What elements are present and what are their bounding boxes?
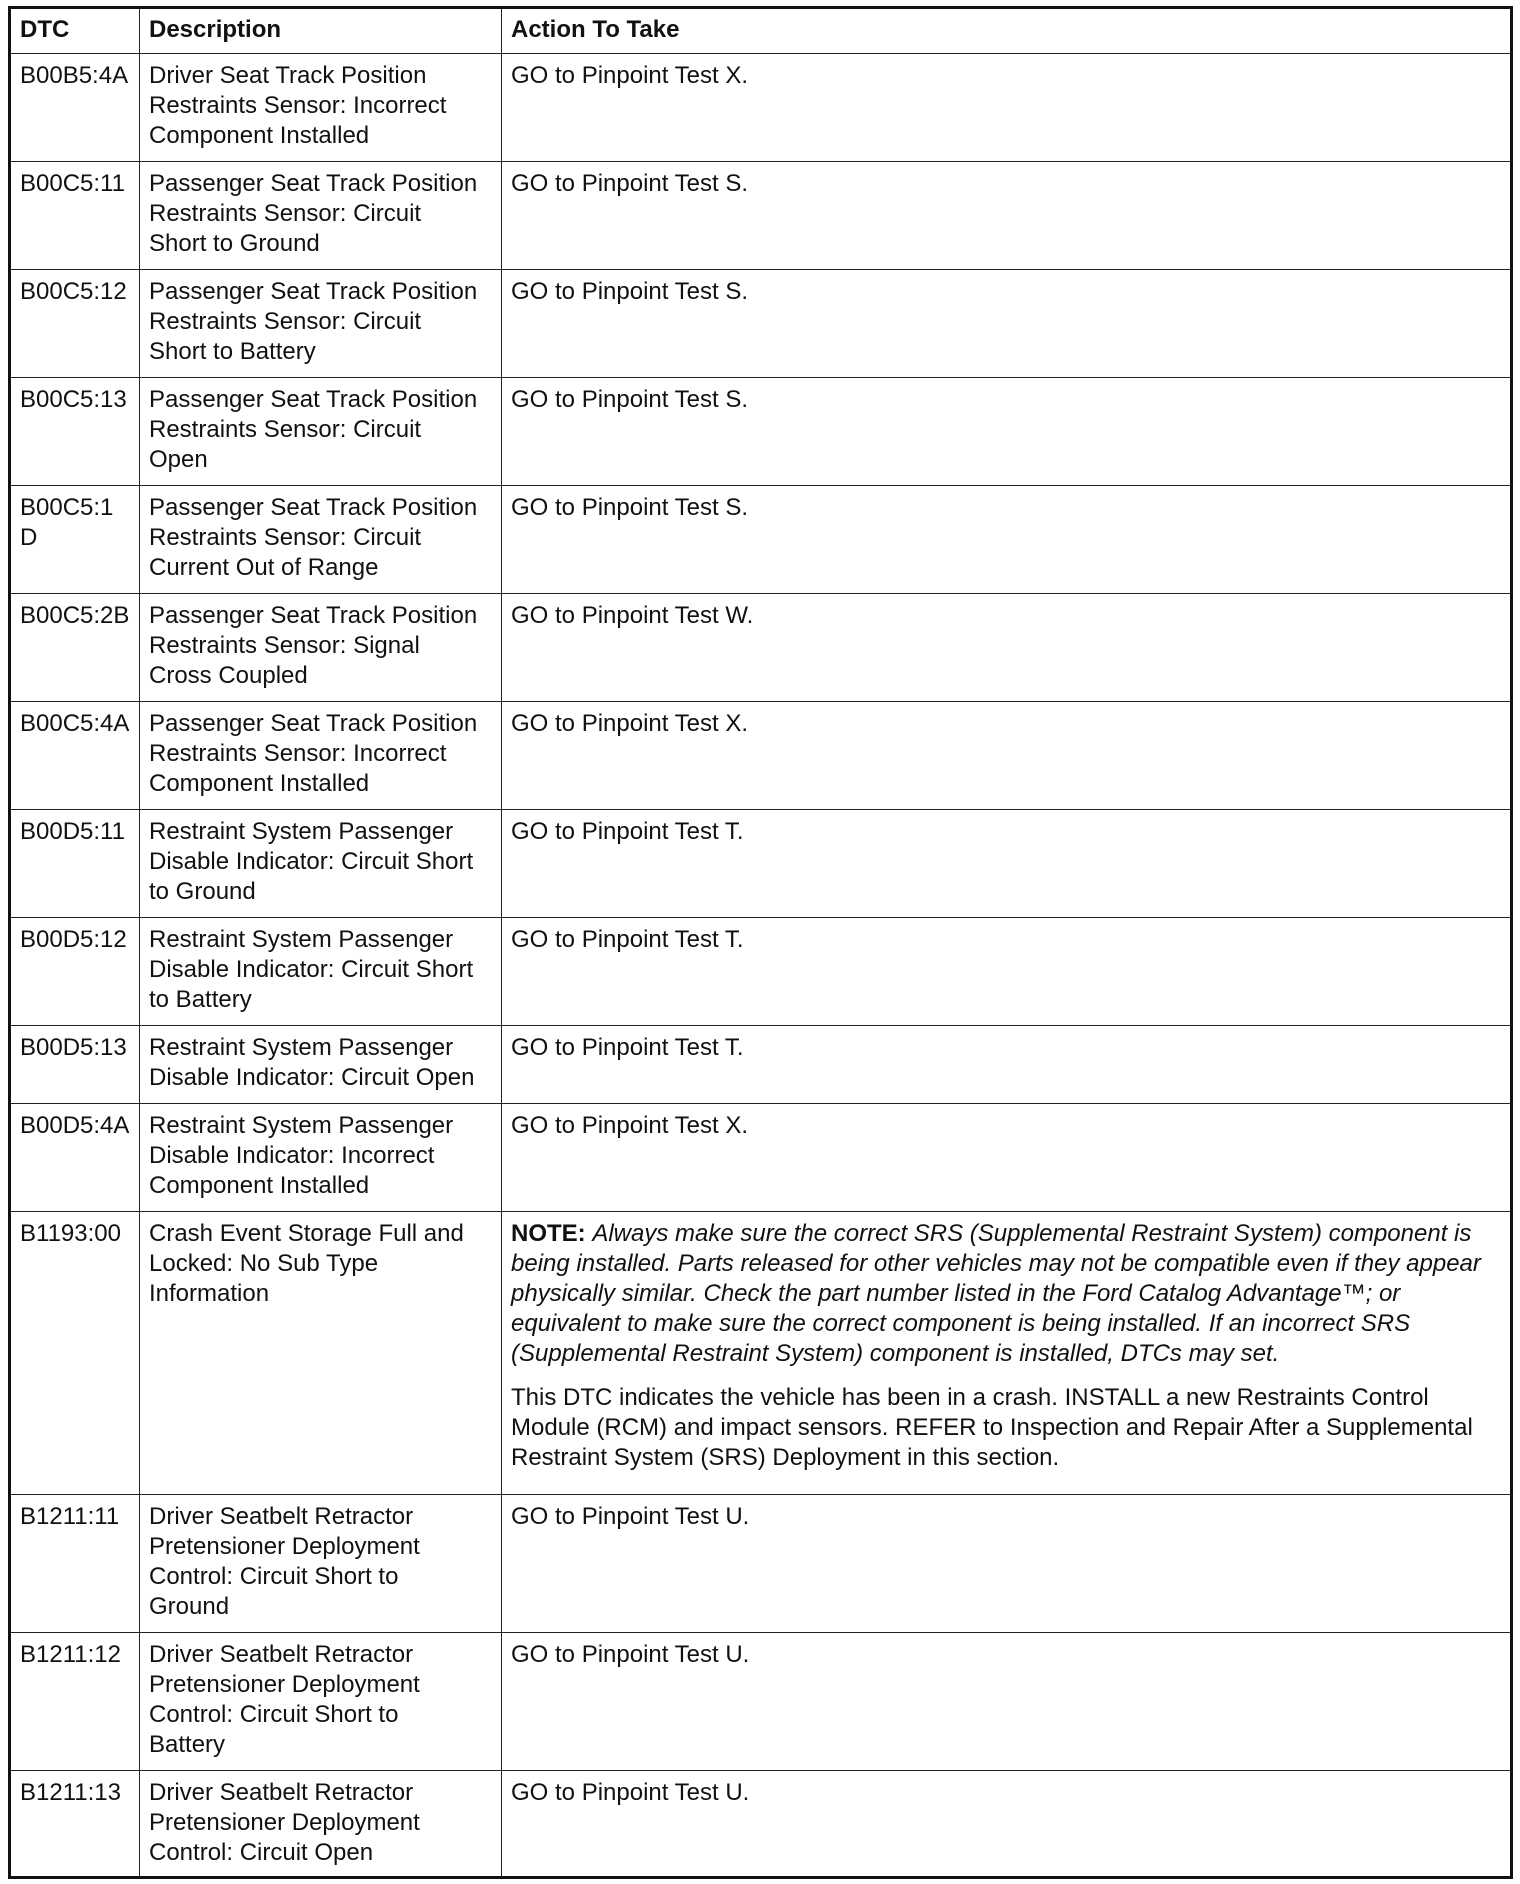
action-text: GO to Pinpoint Test S.	[502, 162, 1512, 270]
dtc-description	[140, 594, 502, 702]
column-header-description: Description	[140, 8, 502, 54]
description-line: Crash Event Storage Full and	[149, 1220, 464, 1247]
description-line: Control: Circuit Short to	[149, 1563, 399, 1590]
description-line: Passenger Seat Track Position	[149, 278, 478, 305]
description-line: Restraints Sensor: Incorrect	[149, 740, 447, 767]
dtc-description	[140, 162, 502, 270]
dtc-code: B00D5:11	[10, 810, 140, 918]
table-row	[10, 1026, 1512, 1104]
description-line: Passenger Seat Track Position	[149, 170, 478, 197]
dtc-description	[140, 1212, 502, 1495]
dtc-description	[140, 918, 502, 1026]
dtc-description	[140, 1495, 502, 1633]
dtc-description	[140, 1026, 502, 1104]
table-row	[10, 486, 1512, 594]
description-line: Restraint System Passenger	[149, 926, 454, 953]
description-line: Restraints Sensor: Circuit	[149, 416, 422, 443]
table-row	[10, 810, 1512, 918]
description-line: Disable Indicator: Circuit Short	[149, 848, 474, 875]
action-text: GO to Pinpoint Test T.	[502, 1026, 1512, 1104]
action-text: GO to Pinpoint Test X.	[502, 54, 1512, 162]
table-row	[10, 1104, 1512, 1212]
description-line: Disable Indicator: Circuit Open	[149, 1064, 475, 1091]
note-paragraph	[511, 1219, 1501, 1369]
dtc-description	[140, 702, 502, 810]
dtc-code: B00C5:4A	[10, 702, 140, 810]
dtc-description	[140, 378, 502, 486]
description-line: Battery	[149, 1731, 226, 1758]
dtc-code: B00D5:13	[10, 1026, 140, 1104]
table-row	[10, 378, 1512, 486]
table-row	[10, 918, 1512, 1026]
description-line: Restraints Sensor: Circuit	[149, 308, 422, 335]
description-line: Disable Indicator: Circuit Short	[149, 956, 474, 983]
action-text: GO to Pinpoint Test T.	[502, 918, 1512, 1026]
action-text: GO to Pinpoint Test U.	[502, 1771, 1512, 1878]
description-line: Disable Indicator: Incorrect	[149, 1142, 435, 1169]
dtc-code: B1211:13	[10, 1771, 140, 1878]
dtc-code: B00C5:12	[10, 270, 140, 378]
description-line: Open	[149, 446, 208, 473]
description-line: Information	[149, 1280, 270, 1307]
action-text: GO to Pinpoint Test U.	[502, 1495, 1512, 1633]
action-cell	[502, 1212, 1512, 1495]
description-line: Driver Seat Track Position	[149, 62, 427, 89]
dtc-description	[140, 270, 502, 378]
dtc-code: B1211:11	[10, 1495, 140, 1633]
description-line: Passenger Seat Track Position	[149, 602, 478, 629]
action-text: GO to Pinpoint Test X.	[502, 1104, 1512, 1212]
description-line: Short to Battery	[149, 338, 316, 365]
table-row	[10, 1633, 1512, 1771]
action-text: GO to Pinpoint Test S.	[502, 270, 1512, 378]
description-line: Current Out of Range	[149, 554, 379, 581]
note-text: Always make sure the correct SRS (Supplemental Restraint System) component is being installed. Parts released for other vehicles may not be compatible even if they appear physically similar. Check the part number listed in the Ford Catalog Advantage™; or equivalent to make sure the correct component is being installed. If an incorrect SRS (Supplemental Restraint System) component is installed, DTCs may set.	[511, 1220, 1481, 1367]
description-line: Restraints Sensor: Incorrect	[149, 92, 447, 119]
description-line: to Ground	[149, 878, 256, 905]
description-line: Restraint System Passenger	[149, 818, 454, 845]
table-header-row	[10, 8, 1512, 54]
dtc-table	[8, 6, 1513, 1879]
dtc-code: B00D5:4A	[10, 1104, 140, 1212]
description-line: Component Installed	[149, 1172, 370, 1199]
action-text: GO to Pinpoint Test U.	[502, 1633, 1512, 1771]
table-body	[10, 54, 1512, 1878]
description-line: Locked: No Sub Type	[149, 1250, 379, 1277]
table-row	[10, 702, 1512, 810]
description-line: Passenger Seat Track Position	[149, 386, 478, 413]
table-row	[10, 162, 1512, 270]
description-line: Control: Circuit Short to	[149, 1701, 399, 1728]
description-line: Restraints Sensor: Signal	[149, 632, 420, 659]
table-row	[10, 1495, 1512, 1633]
dtc-description	[140, 1771, 502, 1878]
description-line: Driver Seatbelt Retractor	[149, 1503, 414, 1530]
description-line: Restraints Sensor: Circuit	[149, 200, 422, 227]
description-line: Pretensioner Deployment	[149, 1533, 420, 1560]
action-text: This DTC indicates the vehicle has been in a crash. INSTALL a new Restraints Control Module (RCM) and impact sensors. REFER to Inspection and Repair After a Supplemental Restraint System (SRS) Deployment in this section.	[511, 1384, 1473, 1471]
dtc-description	[140, 1633, 502, 1771]
description-line: Cross Coupled	[149, 662, 308, 689]
description-line: Passenger Seat Track Position	[149, 494, 478, 521]
action-text: GO to Pinpoint Test X.	[502, 702, 1512, 810]
description-line: Pretensioner Deployment	[149, 1671, 420, 1698]
description-line: Pretensioner Deployment	[149, 1809, 420, 1836]
dtc-code: B00D5:12	[10, 918, 140, 1026]
column-header-action: Action To Take	[502, 8, 1512, 54]
note-label: NOTE:	[511, 1220, 586, 1247]
dtc-code: B00C5:2B	[10, 594, 140, 702]
description-line: Driver Seatbelt Retractor	[149, 1641, 414, 1668]
action-text: GO to Pinpoint Test W.	[502, 594, 1512, 702]
action-text: GO to Pinpoint Test S.	[502, 486, 1512, 594]
dtc-code: B00C5:1D	[10, 486, 140, 594]
description-line: Restraint System Passenger	[149, 1034, 454, 1061]
action-text: GO to Pinpoint Test T.	[502, 810, 1512, 918]
table-row	[10, 1212, 1512, 1495]
dtc-code: B1211:12	[10, 1633, 140, 1771]
description-line: Restraints Sensor: Circuit	[149, 524, 422, 551]
table-row	[10, 270, 1512, 378]
column-header-dtc: DTC	[10, 8, 140, 54]
dtc-description	[140, 54, 502, 162]
dtc-code: B1193:00	[10, 1212, 140, 1495]
description-line: Control: Circuit Open	[149, 1839, 374, 1866]
description-line: Short to Ground	[149, 230, 320, 257]
table-row	[10, 594, 1512, 702]
dtc-description	[140, 1104, 502, 1212]
dtc-code: B00B5:4A	[10, 54, 140, 162]
description-line: Ground	[149, 1593, 230, 1620]
dtc-code: B00C5:13	[10, 378, 140, 486]
description-line: Restraint System Passenger	[149, 1112, 454, 1139]
action-text: GO to Pinpoint Test S.	[502, 378, 1512, 486]
dtc-code: B00C5:11	[10, 162, 140, 270]
description-line: Component Installed	[149, 122, 370, 149]
table-row	[10, 1771, 1512, 1878]
description-line: to Battery	[149, 986, 252, 1013]
description-line: Passenger Seat Track Position	[149, 710, 478, 737]
dtc-description	[140, 810, 502, 918]
description-line: Component Installed	[149, 770, 370, 797]
description-line: Driver Seatbelt Retractor	[149, 1779, 414, 1806]
dtc-description	[140, 486, 502, 594]
table-row	[10, 54, 1512, 162]
